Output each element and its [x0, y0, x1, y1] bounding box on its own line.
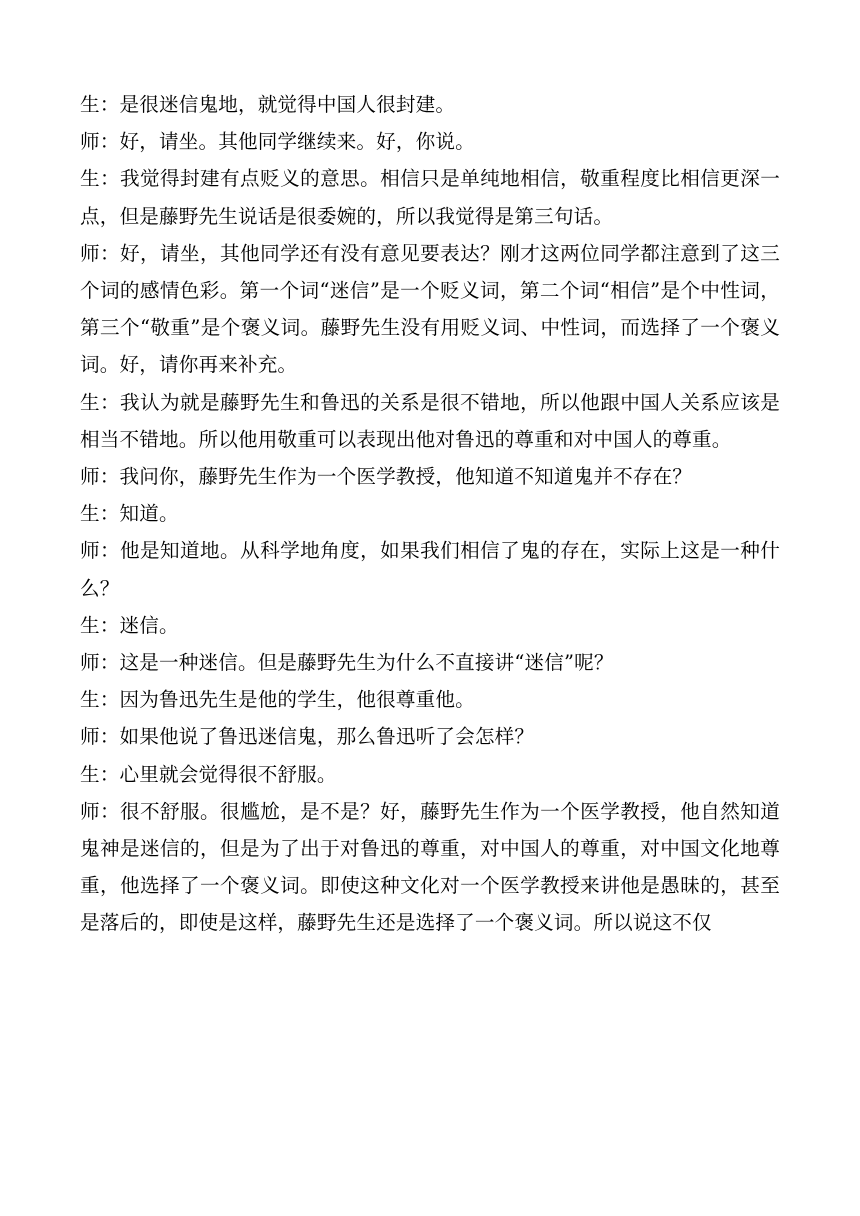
transcript-line: 师：好，请坐，其他同学还有没有意见要表达？刚才这两位同学都注意到了这三个词的感情色彩。第一个词“迷信”是一个贬义词，第二个词“相信”是个中性词，第三个“敬重”是个褒义词。藤野先生没有用贬义词、中性词，而选择了一个褒义词。好，请你再来补充。: [80, 241, 780, 377]
transcript-line: 师：这是一种迷信。但是藤野先生为什么不直接讲“迷信”呢？: [80, 651, 614, 675]
transcript-line: 生：我觉得封建有点贬义的意思。相信只是单纯地相信，敬重程度比相信更深一点，但是藤野先生说话是很委婉的，所以我觉得是第三句话。: [80, 167, 780, 228]
transcript-line: 师：如果他说了鲁迅迷信鬼，那么鲁迅听了会怎样？: [80, 725, 535, 749]
transcript-line: 师：他是知道地。从科学地角度，如果我们相信了鬼的存在，实际上这是一种什么？: [80, 539, 780, 600]
transcript-line: 师：我问你，藤野先生作为一个医学教授，他知道不知道鬼并不存在？: [80, 465, 693, 489]
transcript-line: 生：知道。: [80, 502, 179, 526]
transcript-line: 师：好，请坐。其他同学继续来。好，你说。: [80, 130, 475, 154]
transcript-body: [80, 86, 780, 942]
transcript-line: 生：是很迷信鬼地，就觉得中国人很封建。: [80, 93, 456, 116]
transcript-line: 生：心里就会觉得很不舒服。: [80, 762, 337, 786]
transcript-line: 生：迷信。: [80, 613, 179, 637]
transcript-line: 生：我认为就是藤野先生和鲁迅的关系是很不错地，所以他跟中国人关系应该是相当不错地。所以他用敬重可以表现出他对鲁迅的尊重和对中国人的尊重。: [80, 390, 780, 451]
transcript-line: 师：很不舒服。很尴尬，是不是？好，藤野先生作为一个医学教授，他自然知道鬼神是迷信的，但是为了出于对鲁迅的尊重，对中国人的尊重，对中国文化地尊重，他选择了一个褒义词。即使这种文化对一个医学教授来讲他是愚昧的，甚至是落后的，即使是这样，藤野先生还是选择了一个褒义词。所以说这不仅: [80, 799, 780, 935]
transcript-line: 生：因为鲁迅先生是他的学生，他很尊重他。: [80, 688, 475, 712]
